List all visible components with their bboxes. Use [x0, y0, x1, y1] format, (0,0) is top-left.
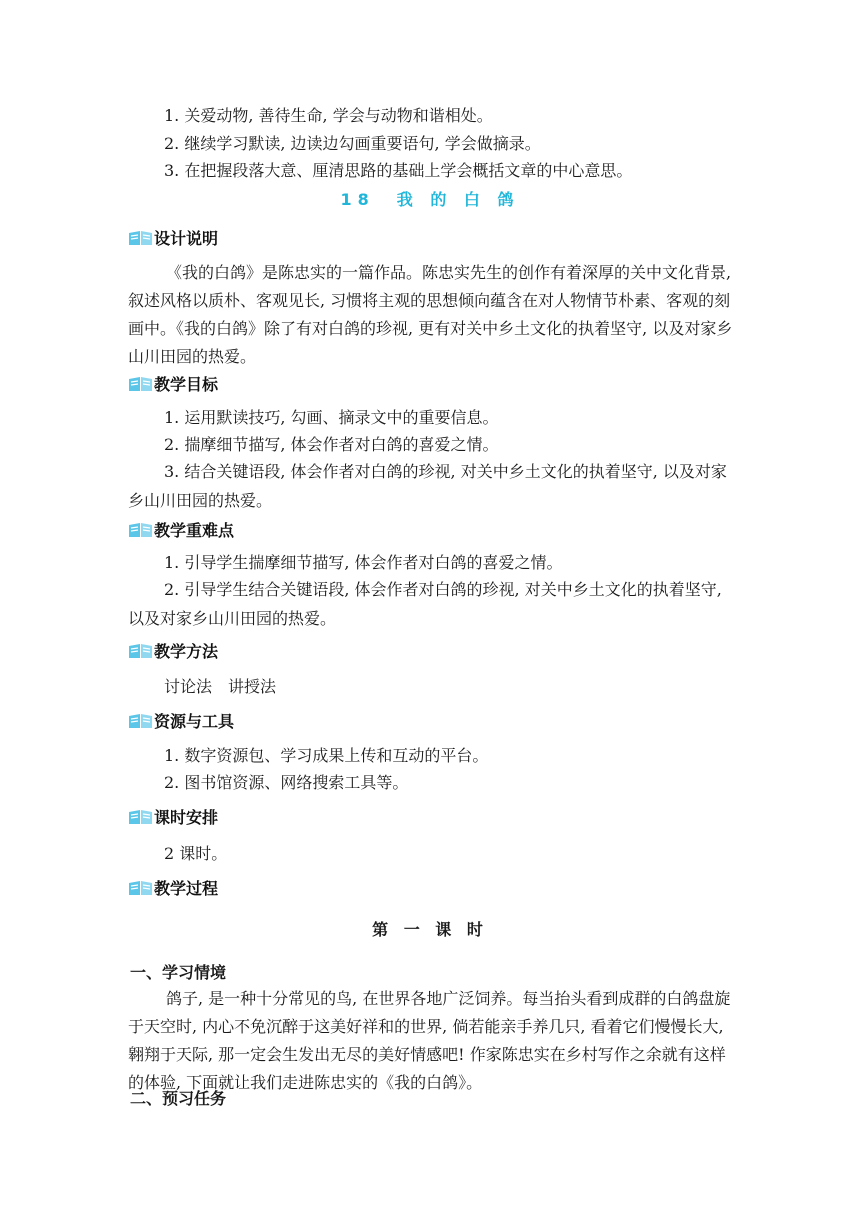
- section-heading-key-points: [128, 517, 234, 541]
- lesson-title: 18 我 的 白 鸽: [340, 190, 520, 209]
- section-heading-process: [128, 875, 218, 899]
- section-title: 资源与工具: [154, 711, 235, 731]
- part2-heading: 二、预习任务: [130, 1089, 227, 1108]
- first-lesson-title: 第 一 课 时: [372, 920, 488, 939]
- design-paragraph: 《我的白鸽》是陈忠实的一篇作品。陈忠实先生的创作有着深厚的关中文化背景, 叙述风格以质朴、客观见长, 习惯将主观的思想倾向蕴含在对人物情节朴素、客观的刻画中。《我的白鸽》除了有对白鸽的珍视, 更有对关中乡土文化的执着坚守, 以及对家乡山川田园的热爱。: [128, 263, 733, 366]
- book-icon: [128, 229, 153, 246]
- objective-item-3: 3. 在把握段落大意、厘清思路的基础上学会概括文章的中心意思。: [164, 161, 633, 180]
- key-point-item-2: 2. 引导学生结合关键语段, 体会作者对白鸽的珍视, 对关中乡土文化的执着坚守, 以及对家乡山川田园的热爱。: [128, 580, 722, 628]
- book-icon: [128, 642, 153, 659]
- resource-item-1: 1. 数字资源包、学习成果上传和互动的平台。: [164, 746, 489, 765]
- methods-text: 讨论法 讲授法: [164, 677, 277, 696]
- goal-item-1: 1. 运用默读技巧, 勾画、摘录文中的重要信息。: [164, 408, 499, 427]
- book-icon: [128, 808, 153, 825]
- section-heading-schedule: [128, 804, 218, 828]
- section-title: 教学目标: [154, 374, 219, 394]
- section-title: 教学过程: [154, 878, 219, 898]
- objective-item-1: 1. 关爱动物, 善待生命, 学会与动物和谐相处。: [164, 106, 493, 125]
- part1-heading: 一、学习情境: [130, 963, 227, 982]
- book-icon: [128, 879, 153, 896]
- objective-item-2: 2. 继续学习默读, 边读边勾画重要语句, 学会做摘录。: [164, 134, 541, 153]
- section-heading-goals: [128, 371, 218, 395]
- section-title: 设计说明: [154, 228, 219, 248]
- book-icon: [128, 712, 153, 729]
- book-icon: [128, 375, 153, 392]
- resource-item-2: 2. 图书馆资源、网络搜索工具等。: [164, 773, 409, 792]
- section-title: 教学重难点: [154, 520, 235, 540]
- schedule-text: 2 课时。: [164, 844, 228, 863]
- key-point-item-1: 1. 引导学生揣摩细节描写, 体会作者对白鸽的喜爱之情。: [164, 553, 563, 572]
- part1-paragraph: 鸽子, 是一种十分常见的鸟, 在世界各地广泛饲养。每当抬头看到成群的白鸽盘旋于天空时, 内心不免沉醉于这美好祥和的世界, 倘若能亲手养几只, 看着它们慢慢长大, 翱翔于天际, 那一定会生发出无尽的美好情感吧! 作家陈忠实在乡村写作之余就有这样的体验, 下面就让我们走进陈忠实的《我的白鸽》。: [128, 989, 731, 1092]
- section-heading-methods: [128, 638, 218, 662]
- section-title: 课时安排: [154, 807, 219, 827]
- goal-item-3: 3. 结合关键语段, 体会作者对白鸽的珍视, 对关中乡土文化的执着坚守, 以及对家乡山川田园的热爱。: [128, 462, 727, 510]
- section-title: 教学方法: [154, 641, 219, 661]
- book-icon: [128, 521, 153, 538]
- section-heading-design: [128, 225, 218, 249]
- goal-item-2: 2. 揣摩细节描写, 体会作者对白鸽的喜爱之情。: [164, 435, 499, 454]
- section-heading-resources: [128, 708, 234, 732]
